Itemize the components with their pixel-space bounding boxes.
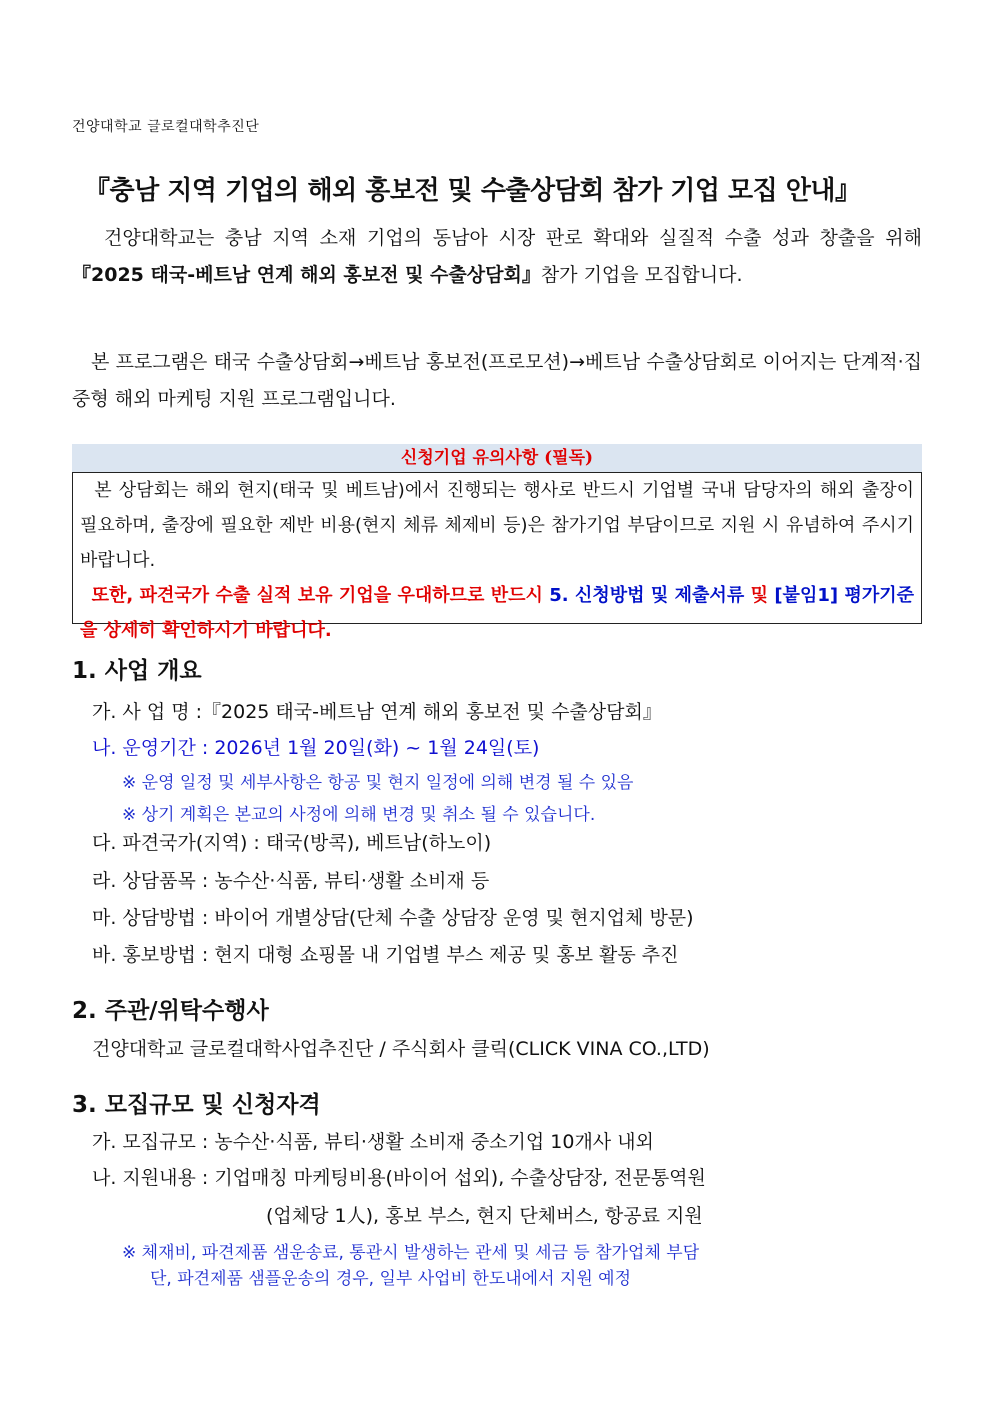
section-2-heading: 2. 주관/위탁수행사 bbox=[72, 998, 269, 1024]
notice-link-apply-method: 5. 신청방법 및 제출서류 bbox=[549, 585, 745, 606]
notice-emphasis-2: 을 상세히 확인하시기 바랍니다. bbox=[80, 620, 332, 641]
section-3-heading: 3. 모집규모 및 신청자격 bbox=[72, 1092, 321, 1118]
overview-item-method: 마. 상담방법 : 바이어 개별상담(단체 수출 상담장 운영 및 현지업체 방문) bbox=[92, 907, 694, 929]
overview-note-2: ※ 상기 계획은 본교의 사정에 의해 변경 및 취소 될 수 있습니다. bbox=[122, 805, 596, 825]
overview-note-1: ※ 운영 일정 및 세부사항은 항공 및 현지 일정에 의해 변경 될 수 있음 bbox=[122, 773, 634, 793]
organizer-text: 건양대학교 글로컬대학사업추진단 / 주식회사 클릭(CLICK VINA CO.,LTD) bbox=[92, 1038, 710, 1060]
notice-emphasis-mid: 및 bbox=[744, 585, 775, 606]
overview-item-period: 나. 운영기간 : 2026년 1월 20일(화) ~ 1월 24일(토) bbox=[92, 737, 540, 759]
intro-paragraph-1 bbox=[72, 220, 922, 294]
organization-label: 건양대학교 글로컬대학추진단 bbox=[72, 119, 260, 135]
intro-paragraph-2 bbox=[72, 344, 922, 418]
section-1-heading: 1. 사업 개요 bbox=[72, 658, 202, 684]
program-name: 『2025 태국-베트남 연계 해외 홍보전 및 수출상담회』 bbox=[72, 264, 541, 286]
recruit-item-support: 나. 지원내용 : 기업매칭 마케팅비용(바이어 섭외), 수출상담장, 전문통역원 bbox=[92, 1167, 706, 1189]
overview-item-products: 라. 상담품목 : 농수산·식품, 뷰티·생활 소비재 등 bbox=[92, 870, 490, 892]
intro-text-end: 참가 기업을 모집합니다. bbox=[540, 264, 743, 286]
overview-item-countries: 다. 파견국가(지역) : 태국(방콕), 베트남(하노이) bbox=[92, 832, 492, 854]
notice-body: 본 상담회는 해외 현지(태국 및 베트남)에서 진행되는 행사로 반드시 기업별 국내 담당자의 해외 출장이 필요하며, 출장에 필요한 제반 비용(현지 체류 체제비 등)은 참가기업 부담이므로 지원 시 유념하여 주시기 바랍니다. bbox=[80, 480, 914, 571]
program-description: 본 프로그램은 태국 수출상담회→베트남 홍보전(프로모션)→베트남 수출상담회로 이어지는 단계적·집중형 해외 마케팅 지원 프로그램입니다. bbox=[72, 351, 922, 410]
recruit-item-scale: 가. 모집규모 : 농수산·식품, 뷰티·생활 소비재 중소기업 10개사 내외 bbox=[92, 1131, 654, 1153]
recruit-item-support-cont: (업체당 1人), 홍보 부스, 현지 단체버스, 항공료 지원 bbox=[266, 1205, 703, 1227]
notice-header: 신청기업 유의사항 (필독) bbox=[72, 444, 922, 472]
recruit-note-2: 단, 파견제품 샘플운송의 경우, 일부 사업비 한도내에서 지원 예정 bbox=[150, 1269, 632, 1289]
recruit-note-1: ※ 체재비, 파견제품 샘운송료, 통관시 발생하는 관세 및 세금 등 참가업체 부담 bbox=[122, 1243, 700, 1263]
notice-link-criteria: [붙임1] 평가기준 bbox=[774, 585, 914, 606]
notice-emphasis-1: 또한, 파견국가 수출 실적 보유 기업을 우대하므로 반드시 bbox=[91, 585, 550, 606]
notice-box bbox=[72, 472, 922, 641]
intro-text: 건양대학교는 충남 지역 소재 기업의 동남아 시장 판로 확대와 실질적 수출 성과 창출을 위해 bbox=[104, 227, 922, 249]
document-title: 『충남 지역 기업의 해외 홍보전 및 수출상담회 참가 기업 모집 안내』 bbox=[84, 176, 861, 206]
overview-item-name: 가. 사 업 명 :『2025 태국-베트남 연계 해외 홍보전 및 수출상담회』 bbox=[92, 701, 662, 723]
overview-item-promotion: 바. 홍보방법 : 현지 대형 쇼핑몰 내 기업별 부스 제공 및 홍보 활동 추진 bbox=[92, 944, 679, 966]
